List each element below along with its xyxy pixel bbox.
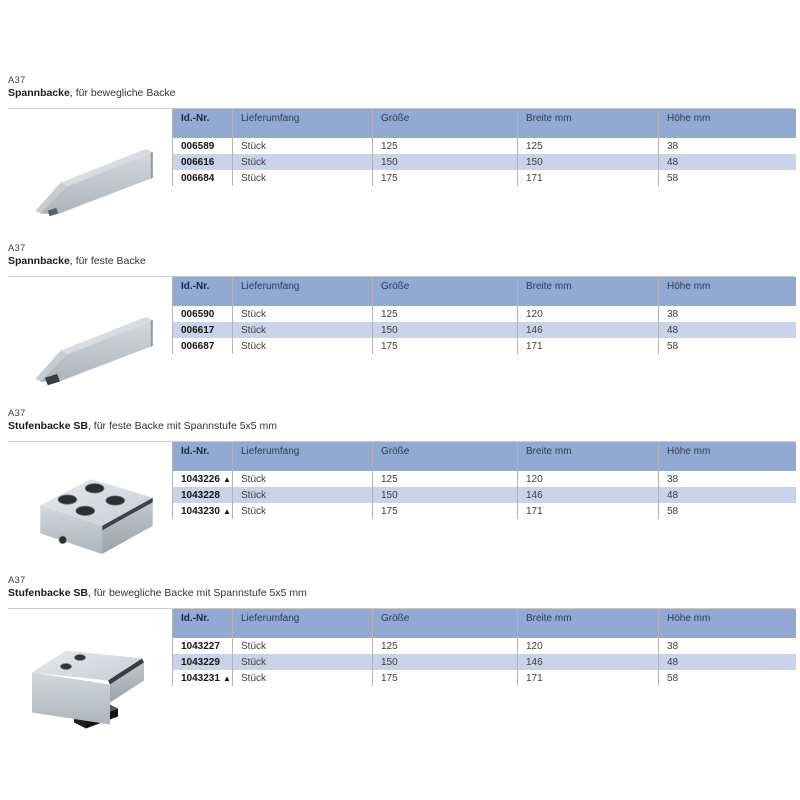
groesse-cell: 150 bbox=[373, 322, 518, 338]
table-row bbox=[173, 471, 796, 487]
hoehe-cell: 48 bbox=[659, 487, 796, 503]
col-header-breite: Breite mm bbox=[518, 277, 659, 306]
groesse-cell: 175 bbox=[373, 170, 518, 186]
col-header-groesse: Größe bbox=[373, 609, 518, 638]
table-header-row bbox=[173, 609, 796, 638]
breite-cell: 171 bbox=[518, 338, 659, 354]
lieferumfang-cell: Stück bbox=[233, 338, 373, 354]
hoehe-cell: 58 bbox=[659, 503, 796, 519]
product-subtitle: , für feste Backe bbox=[69, 255, 146, 267]
id-cell: 1043227 bbox=[173, 638, 233, 654]
col-header-hoehe: Höhe mm bbox=[659, 609, 796, 638]
product-section-stufenbacke-feste bbox=[0, 408, 800, 574]
breite-cell: 171 bbox=[518, 670, 659, 686]
breite-cell: 120 bbox=[518, 638, 659, 654]
table-header-row bbox=[173, 109, 796, 138]
col-header-id: Id.-Nr. bbox=[173, 277, 233, 306]
groesse-cell: 150 bbox=[373, 154, 518, 170]
hoehe-cell: 58 bbox=[659, 338, 796, 354]
breite-cell: 146 bbox=[518, 322, 659, 338]
col-header-hoehe: Höhe mm bbox=[659, 277, 796, 306]
groesse-cell: 175 bbox=[373, 338, 518, 354]
page-ref-label: A37 bbox=[8, 408, 26, 419]
hoehe-cell: 58 bbox=[659, 170, 796, 186]
col-header-hoehe: Höhe mm bbox=[659, 442, 796, 471]
product-title bbox=[8, 87, 176, 99]
breite-cell: 150 bbox=[518, 154, 659, 170]
id-cell: 006589 bbox=[173, 138, 233, 154]
product-name: Spannbacke bbox=[8, 87, 70, 99]
groesse-cell: 175 bbox=[373, 503, 518, 519]
table-header-row bbox=[173, 442, 796, 471]
breite-cell: 171 bbox=[518, 170, 659, 186]
col-header-groesse: Größe bbox=[373, 442, 518, 471]
hoehe-cell: 48 bbox=[659, 154, 796, 170]
col-header-id: Id.-Nr. bbox=[173, 609, 233, 638]
groesse-cell: 125 bbox=[373, 306, 518, 322]
table-row bbox=[173, 638, 796, 654]
breite-cell: 146 bbox=[518, 487, 659, 503]
lieferumfang-cell: Stück bbox=[233, 638, 373, 654]
product-subtitle: , für bewegliche Backe mit Spannstufe 5x5 mm bbox=[87, 587, 307, 599]
availability-marker: ▲ bbox=[222, 673, 231, 683]
id-cell: 1043229 bbox=[173, 654, 233, 670]
lieferumfang-cell: Stück bbox=[233, 670, 373, 686]
col-header-lieferumfang: Lieferumfang bbox=[233, 442, 373, 471]
product-title bbox=[8, 420, 277, 432]
col-header-lieferumfang: Lieferumfang bbox=[233, 109, 373, 138]
id-cell: 1043230 ▲ bbox=[173, 503, 233, 519]
spec-table bbox=[172, 442, 796, 519]
col-header-id: Id.-Nr. bbox=[173, 442, 233, 471]
col-header-lieferumfang: Lieferumfang bbox=[233, 609, 373, 638]
product-image-stufenbacke-bewegliche-backe bbox=[14, 613, 164, 735]
table-row bbox=[173, 138, 796, 154]
page-ref-label: A37 bbox=[8, 75, 26, 86]
lieferumfang-cell: Stück bbox=[233, 154, 373, 170]
page-ref-label: A37 bbox=[8, 575, 26, 586]
product-image-stufenbacke-feste-backe bbox=[14, 452, 164, 564]
spec-table bbox=[172, 277, 796, 354]
col-header-breite: Breite mm bbox=[518, 609, 659, 638]
id-cell: 006687 bbox=[173, 338, 233, 354]
lieferumfang-cell: Stück bbox=[233, 487, 373, 503]
breite-cell: 146 bbox=[518, 654, 659, 670]
id-cell: 1043228 bbox=[173, 487, 233, 503]
lieferumfang-cell: Stück bbox=[233, 471, 373, 487]
table-row bbox=[173, 503, 796, 519]
lieferumfang-cell: Stück bbox=[233, 170, 373, 186]
lieferumfang-cell: Stück bbox=[233, 503, 373, 519]
lieferumfang-cell: Stück bbox=[233, 138, 373, 154]
product-name: Spannbacke bbox=[8, 255, 70, 267]
product-section-spannbacke-bewegliche bbox=[0, 75, 800, 241]
id-cell: 006616 bbox=[173, 154, 233, 170]
lieferumfang-cell: Stück bbox=[233, 654, 373, 670]
groesse-cell: 125 bbox=[373, 138, 518, 154]
col-header-hoehe: Höhe mm bbox=[659, 109, 796, 138]
table-row bbox=[173, 670, 796, 686]
spec-table bbox=[172, 109, 796, 186]
groesse-cell: 150 bbox=[373, 487, 518, 503]
groesse-cell: 175 bbox=[373, 670, 518, 686]
product-section-spannbacke-feste bbox=[0, 243, 800, 409]
availability-marker: ▲ bbox=[222, 474, 231, 484]
table-row bbox=[173, 654, 796, 670]
col-header-groesse: Größe bbox=[373, 109, 518, 138]
id-cell: 006617 bbox=[173, 322, 233, 338]
hoehe-cell: 38 bbox=[659, 138, 796, 154]
availability-marker: ▲ bbox=[222, 506, 231, 516]
lieferumfang-cell: Stück bbox=[233, 306, 373, 322]
product-name: Stufenbacke SB bbox=[8, 587, 88, 599]
hoehe-cell: 38 bbox=[659, 471, 796, 487]
col-header-breite: Breite mm bbox=[518, 442, 659, 471]
hoehe-cell: 38 bbox=[659, 638, 796, 654]
spec-table bbox=[172, 609, 796, 686]
product-title bbox=[8, 587, 307, 599]
hoehe-cell: 48 bbox=[659, 322, 796, 338]
product-image-spannbacke-bewegliche-backe bbox=[14, 119, 164, 231]
col-header-groesse: Größe bbox=[373, 277, 518, 306]
product-name: Stufenbacke SB bbox=[8, 420, 88, 432]
col-header-id: Id.-Nr. bbox=[173, 109, 233, 138]
product-subtitle: , für bewegliche Backe bbox=[69, 87, 176, 99]
groesse-cell: 125 bbox=[373, 638, 518, 654]
col-header-lieferumfang: Lieferumfang bbox=[233, 277, 373, 306]
product-subtitle: , für feste Backe mit Spannstufe 5x5 mm bbox=[87, 420, 278, 432]
groesse-cell: 150 bbox=[373, 654, 518, 670]
hoehe-cell: 38 bbox=[659, 306, 796, 322]
product-section-stufenbacke-bewegliche bbox=[0, 575, 800, 745]
page-ref-label: A37 bbox=[8, 243, 26, 254]
product-image-spannbacke-feste-backe bbox=[14, 287, 164, 399]
table-header-row bbox=[173, 277, 796, 306]
breite-cell: 125 bbox=[518, 138, 659, 154]
table-row bbox=[173, 487, 796, 503]
id-cell: 1043226 ▲ bbox=[173, 471, 233, 487]
breite-cell: 171 bbox=[518, 503, 659, 519]
lieferumfang-cell: Stück bbox=[233, 322, 373, 338]
table-row bbox=[173, 338, 796, 354]
table-row bbox=[173, 170, 796, 186]
product-title bbox=[8, 255, 146, 267]
table-row bbox=[173, 322, 796, 338]
breite-cell: 120 bbox=[518, 471, 659, 487]
col-header-breite: Breite mm bbox=[518, 109, 659, 138]
hoehe-cell: 48 bbox=[659, 654, 796, 670]
table-row bbox=[173, 154, 796, 170]
hoehe-cell: 58 bbox=[659, 670, 796, 686]
id-cell: 1043231 ▲ bbox=[173, 670, 233, 686]
table-row bbox=[173, 306, 796, 322]
groesse-cell: 125 bbox=[373, 471, 518, 487]
id-cell: 006590 bbox=[173, 306, 233, 322]
breite-cell: 120 bbox=[518, 306, 659, 322]
id-cell: 006684 bbox=[173, 170, 233, 186]
